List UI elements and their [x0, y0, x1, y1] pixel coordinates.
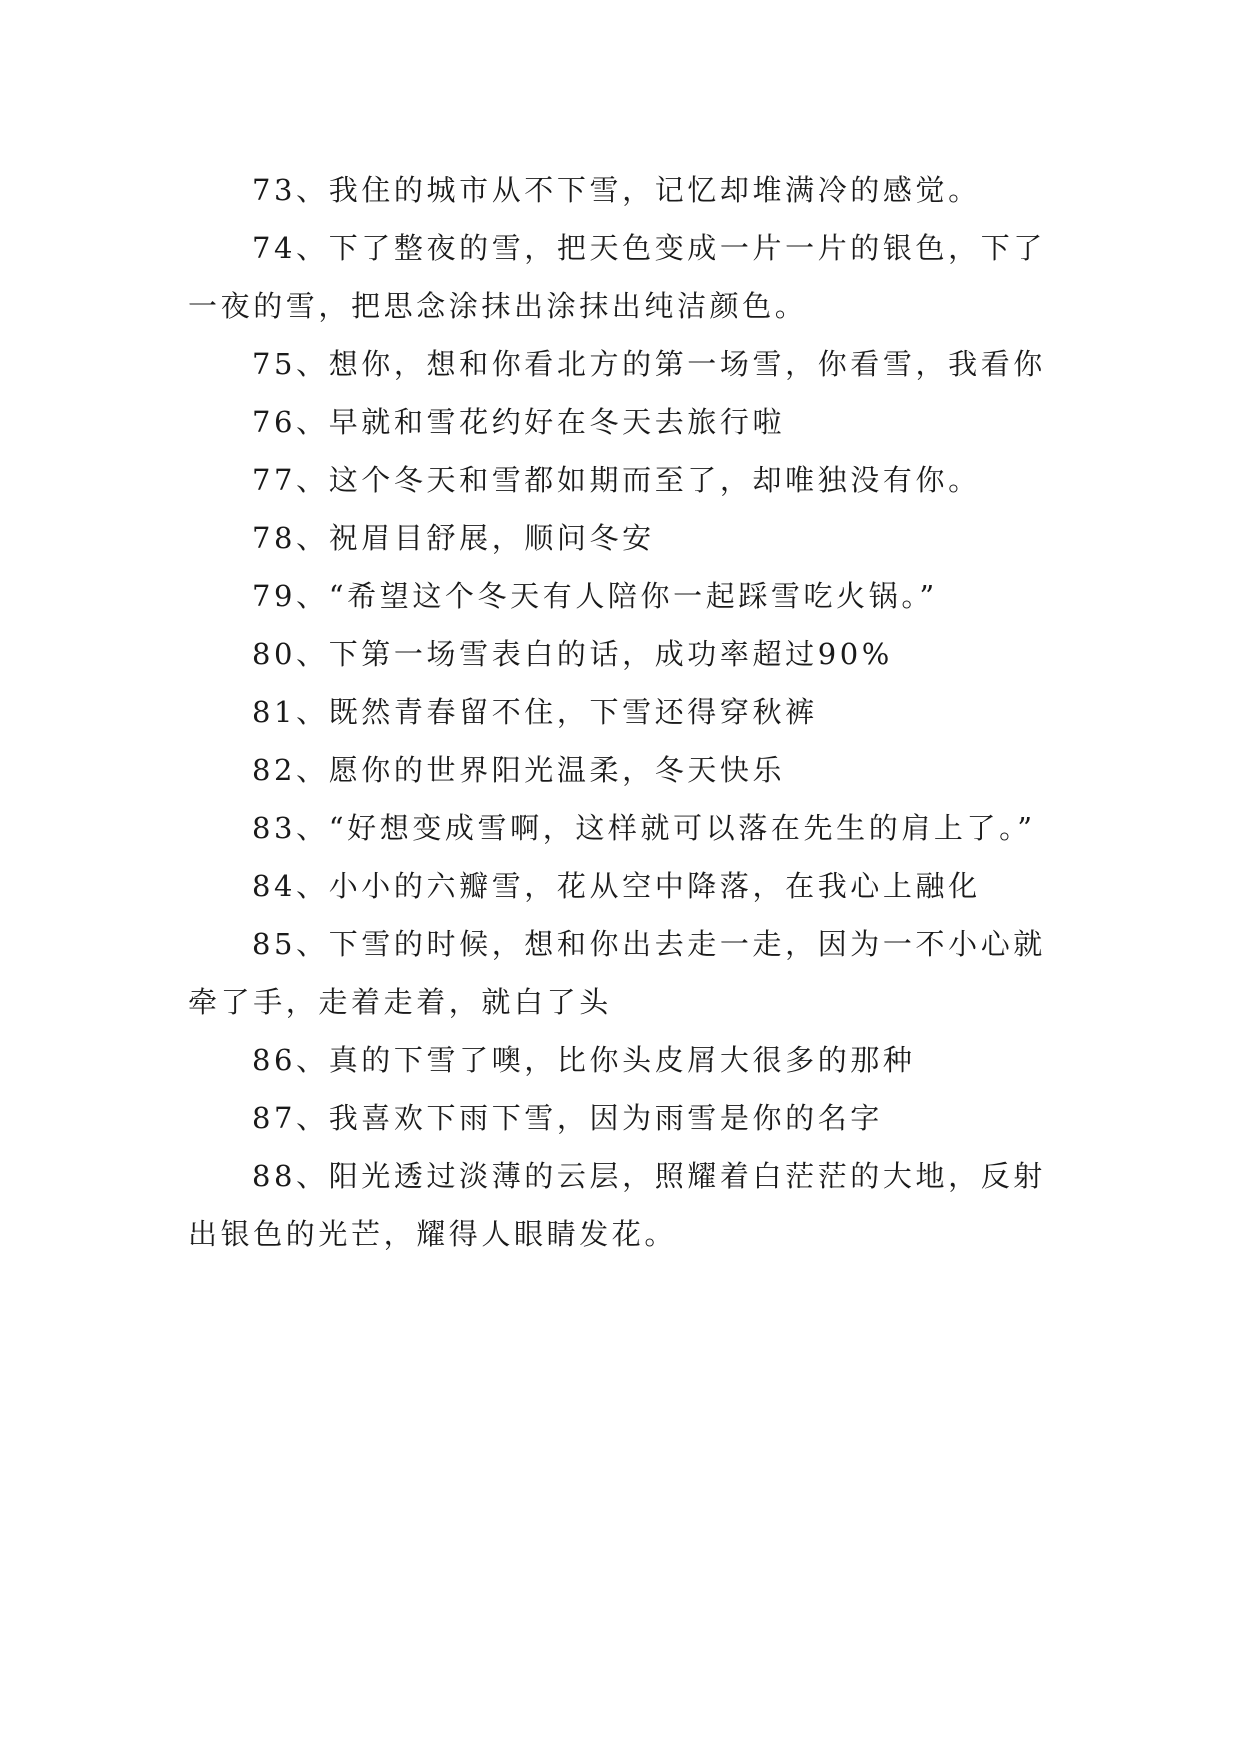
paragraph-80: 80、下第一场雪表白的话，成功率超过90% [252, 637, 893, 671]
paragraph-84: 84、小小的六瓣雪，花从空中降落，在我心上融化 [252, 869, 981, 903]
paragraph-79: 79、“希望这个冬天有人陪你一起踩雪吃火锅。” [252, 579, 938, 613]
paragraph-87: 87、我喜欢下雨下雪，因为雨雪是你的名字 [252, 1101, 883, 1135]
paragraph-75: 75、想你，想和你看北方的第一场雪，你看雪，我看你 [252, 347, 1046, 381]
paragraph-73: 73、我住的城市从不下雪，记忆却堆满冷的感觉。 [252, 173, 981, 207]
paragraph-77: 77、这个冬天和雪都如期而至了，却唯独没有你。 [252, 463, 981, 497]
paragraph-74: 74、下了整夜的雪，把天色变成一片一片的银色，下了一夜的雪，把思念涂抹出涂抹出纯洁颜色。 [188, 231, 1046, 323]
paragraph-81: 81、既然青春留不住，下雪还得穿秋裤 [252, 695, 818, 729]
paragraph-78: 78、祝眉目舒展，顺问冬安 [252, 521, 655, 555]
paragraph-85: 85、下雪的时候，想和你出去走一走，因为一不小心就牵了手，走着走着，就白了头 [188, 927, 1046, 1019]
paragraph-82: 82、愿你的世界阳光温柔，冬天快乐 [252, 753, 786, 787]
paragraph-83: 83、“好想变成雪啊，这样就可以落在先生的肩上了。” [252, 811, 1036, 845]
document-body [188, 161, 1048, 1263]
paragraph-88: 88、阳光透过淡薄的云层，照耀着白茫茫的大地，反射出银色的光芒，耀得人眼睛发花。 [188, 1159, 1046, 1251]
paragraph-86: 86、真的下雪了噢，比你头皮屑大很多的那种 [252, 1043, 916, 1077]
paragraph-76: 76、早就和雪花约好在冬天去旅行啦 [252, 405, 786, 439]
